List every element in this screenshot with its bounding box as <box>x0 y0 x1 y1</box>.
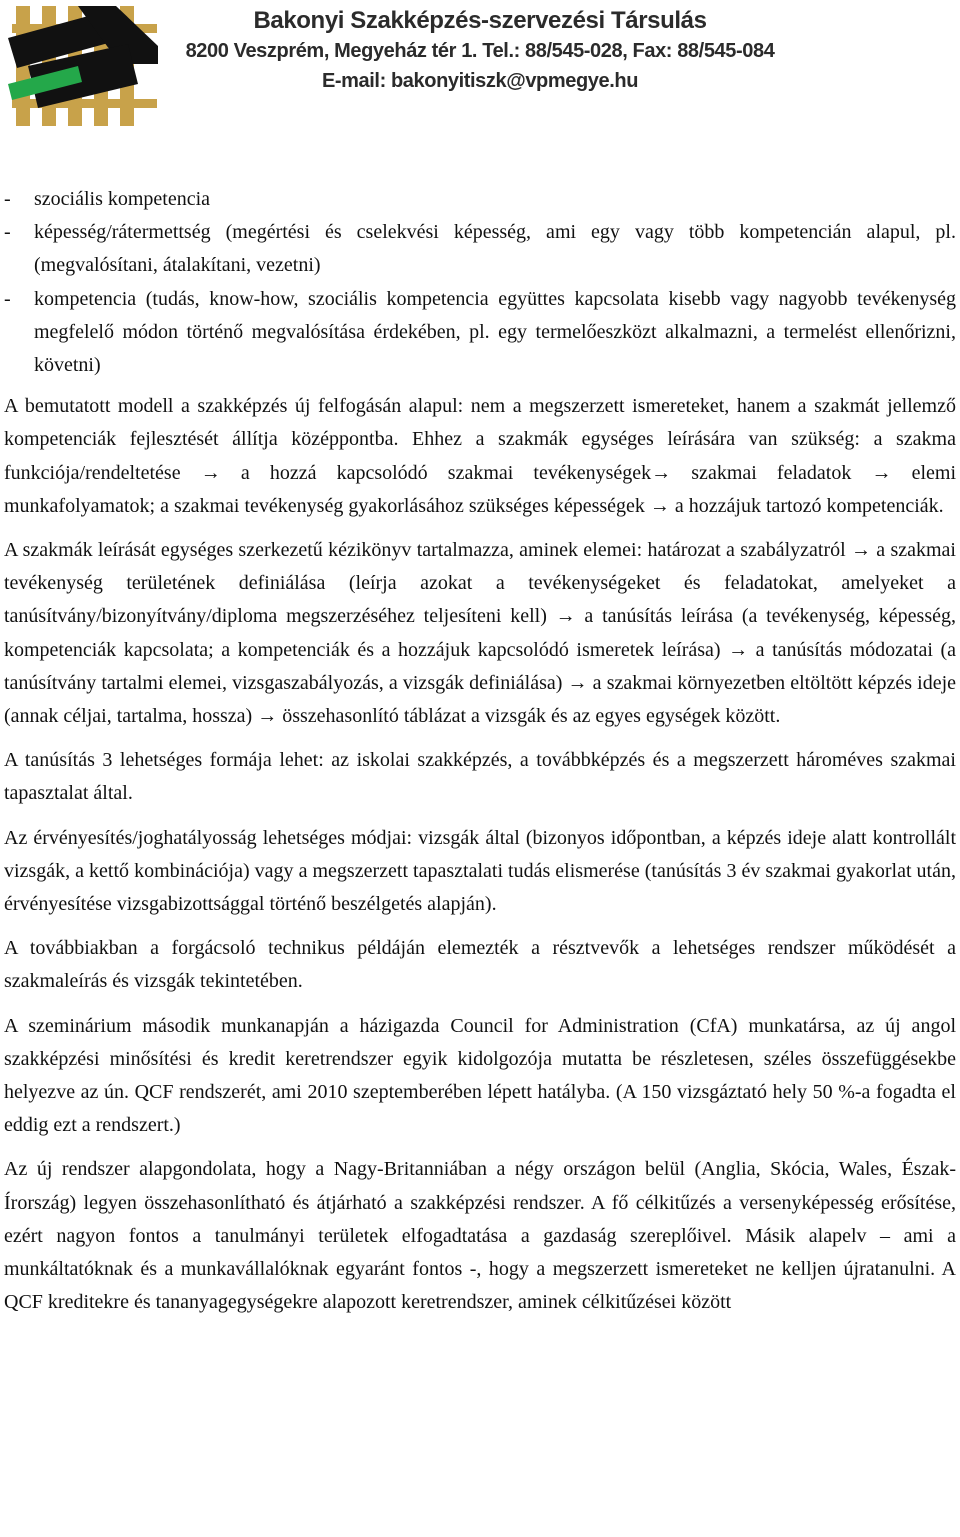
list-item <box>4 283 956 383</box>
document-body <box>4 183 956 1331</box>
org-name: Bakonyi Szakképzés-szervezési Társulás <box>253 7 707 34</box>
paragraph: A bemutatott modell a szakképzés új felfogásán alapul: nem a megszerzett ismereteket, hanem a szakmát jellemző kompetenciák fejlesztését állítja középpontba. Ehhez a szakmák egységes leírására van szükség: a szakma funkciója/rendeltetése → a hozzá kapcsolódó szakmai tevékenységek→ szakmai feladatok → elemi munkafolyamatok; a szakmai tevékenység gyakorlásához szükséges képességek → a hozzájuk tartozó kompetenciák. <box>4 395 956 517</box>
organization-block <box>150 6 810 96</box>
list-dash: - <box>4 221 11 244</box>
list-item-text: képesség/rátermettség (megértési és cselekvési képesség, ami egy vagy több kompetencián alapul, pl. (megvalósítani, átalakítani, vezetni) <box>34 221 956 277</box>
paragraph: Az érvényesítés/joghatályosság lehetséges módjai: vizsgák által (bizonyos időpontban, a képzés ideje alatt kontrollált vizsgák, a kettő kombinációja) vagy a megszerzett tapasztalati tudás elismerése (tanúsítás 3 év szakmai gyakorlat után, érvényesítése vizsgabizottsággal történő beszélgetés alapján). <box>4 826 956 916</box>
paragraph: A tanúsítás 3 lehetséges formája lehet: az iskolai szakképzés, a továbbképzés és a megszerzett hároméves szakmai tapasztalat által. <box>4 749 956 805</box>
bakonyi-logo-icon <box>8 4 163 129</box>
list-dash: - <box>4 287 11 310</box>
letterhead <box>0 0 960 140</box>
paragraph: Az új rendszer alapgondolata, hogy a Nagy-Britanniában a négy országon belül (Anglia, Skócia, Wales, Észak-Írország) legyen összehasonlítható és átjárható a szakképzési rendszer. A fő célkitűzés a versenyképesség erősítése, ezért nagyon fontos a tanulmányi területek elfogadtatása a gazdaság szereplőivel. Másik alapelv – ami a munkáltatóknak és a munkavállalóknak egyaránt fontos -, hogy a megszerzett ismereteket ne kelljen újratanulni. A QCF kreditekre és tananyagegységekre alapozott keretrendszer, aminek célkitűzései között <box>4 1158 956 1314</box>
list-item <box>4 216 956 282</box>
list-item-text: szociális kompetencia <box>34 188 211 210</box>
paragraph: A szakmák leírását egységes szerkezetű kézikönyv tartalmazza, aminek elemei: határozat a szabályzatról → a szakmai tevékenység területének definiálása (leírja azokat a tevékenységeket és feladatokat, amelyeket a tanúsítvány/bizonyítvány/diploma megszerzéséhez teljesíteni kell) → a tanúsítás leírása (a tevékenység, képesség, kompetenciák kapcsolata; a kompetenciák és a hozzájuk kapcsolódó ismeretek leírása) → a tanúsítás módozatai (a tanúsítvány tartalmi elemei, vizsgaszabályozás, a vizsgák definiálása) → a szakmai környezetben eltöltött képzés ideje (annak céljai, tartalma, hossza) → összehasonlító táblázat a vizsgák és az egyes egységek között. <box>4 539 956 728</box>
org-address: 8200 Veszprém, Megyeház tér 1. Tel.: 88/545-028, Fax: 88/545-084 <box>185 40 775 62</box>
paragraph: A továbbiakban a forgácsoló technikus példáján elemezték a résztvevők a lehetséges rendszer működését a szakmaleírás és vizsgák tekintetében. <box>4 937 956 993</box>
paragraph: A szeminárium második munkanapján a házigazda Council for Administration (CfA) munkatársa, az új angol szakképzési minősítési és kredit keretrendszer egyik kidolgozója mutatta be részletesen, széles összefüggésekbe helyezve az ún. QCF rendszerét, ami 2010 szeptemberében lépett hatályba. (A 150 vizsgáztató hely 50 %-a fogadta el eddig ezt a rendszert.) <box>4 1014 956 1137</box>
list-item <box>4 183 956 216</box>
list-item-text: kompetencia (tudás, know-how, szociális kompetencia együttes kapcsolata kisebb vagy nagyobb tevékenység megfelelő módon történő megvalósítása érdekében, pl. egy termelőeszközt alkalmazni, a termelést ellenőrizni, követni) <box>34 287 956 377</box>
list-dash: - <box>4 188 11 210</box>
competence-list <box>4 183 956 382</box>
org-email[interactable]: E-mail: bakonyitiszk@vpmegye.hu <box>321 70 639 92</box>
